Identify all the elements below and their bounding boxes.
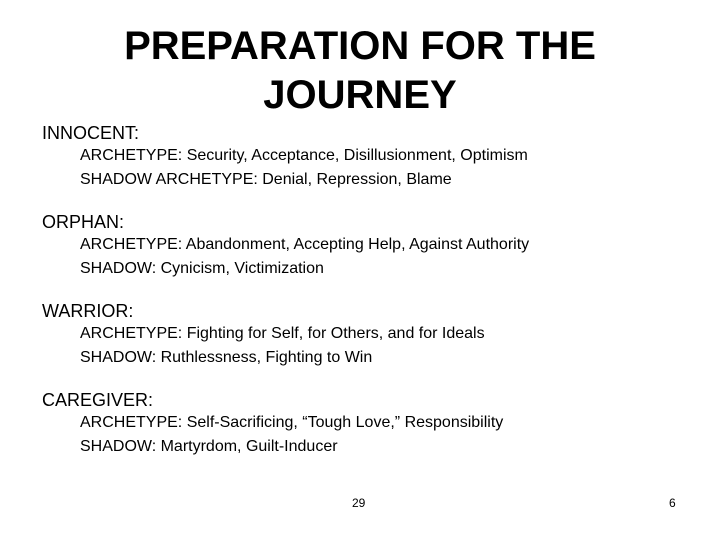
section-warrior (42, 300, 682, 370)
page-number: 29 (352, 496, 366, 510)
shadow-line: SHADOW: Ruthlessness, Fighting to Win (80, 349, 373, 366)
slide-title-line-2: JOURNEY (263, 73, 457, 117)
archetype-line: ARCHETYPE: Fighting for Self, for Others, and for Ideals (80, 325, 485, 342)
shadow-line: SHADOW ARCHETYPE: Denial, Repression, Blame (80, 171, 452, 188)
shadow-line: SHADOW: Martyrdom, Guilt-Inducer (80, 438, 338, 455)
slide-title-line-1: PREPARATION FOR THE (124, 24, 596, 68)
section-heading: ORPHAN: (42, 212, 125, 232)
section-heading: INNOCENT: (42, 123, 140, 143)
slide-title (40, 22, 680, 120)
section-heading: WARRIOR: (42, 301, 134, 321)
section-orphan (42, 211, 682, 281)
section-caregiver (42, 389, 682, 459)
archetype-line: ARCHETYPE: Abandonment, Accepting Help, Against Authority (80, 236, 530, 253)
archetype-line: ARCHETYPE: Security, Acceptance, Disillusionment, Optimism (80, 147, 528, 164)
slide-number: 6 (669, 496, 676, 510)
archetype-line: ARCHETYPE: Self-Sacrificing, “Tough Love,” Responsibility (80, 414, 504, 431)
section-heading: CAREGIVER: (42, 390, 154, 410)
shadow-line: SHADOW: Cynicism, Victimization (80, 260, 324, 277)
section-innocent (42, 122, 682, 192)
